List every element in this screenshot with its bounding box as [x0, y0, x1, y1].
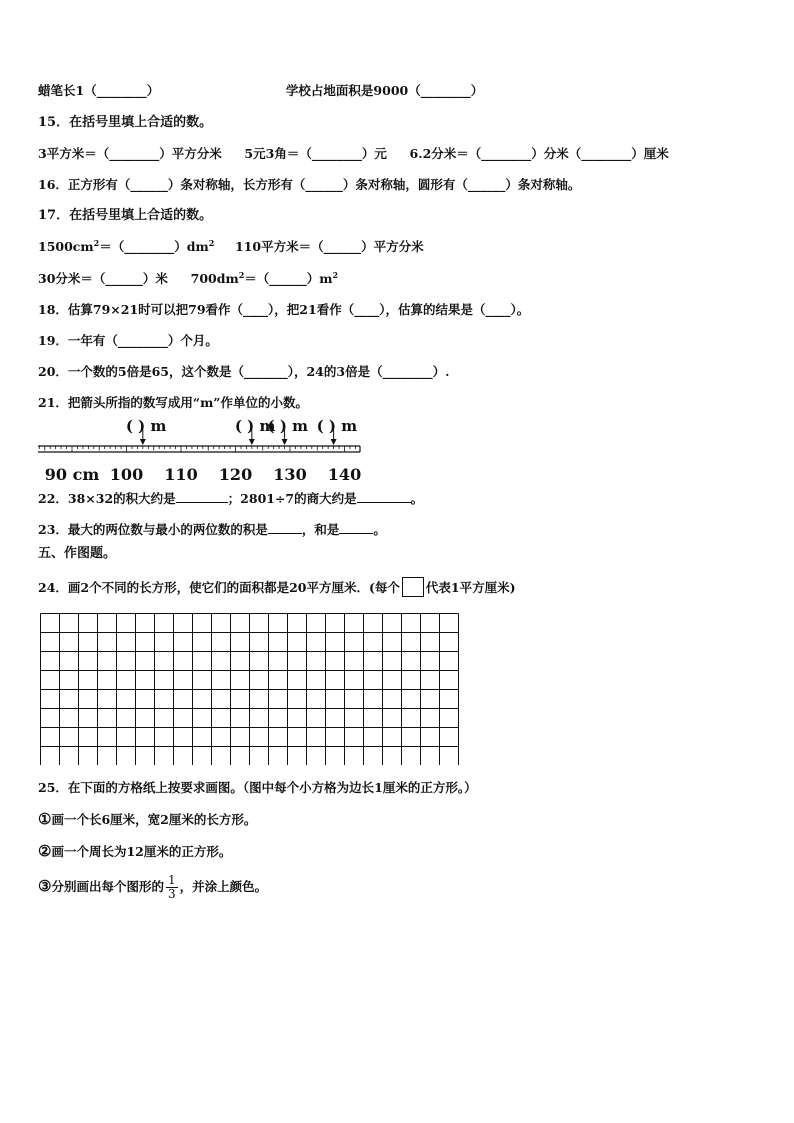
q17-item-b: 110平方米＝（______）平方分米: [234, 239, 424, 254]
q14-line: [38, 83, 483, 99]
q25-item-3-text-a: 分别画出每个图形的: [51, 879, 164, 894]
q24-text-before: 24．画2个不同的长方形，使它们的面积都是20平方厘米．(每个: [38, 580, 400, 595]
q23-blank-1[interactable]: [268, 521, 302, 534]
answer-blank-m[interactable]: ( ) m: [316, 417, 358, 435]
q23-line: [38, 521, 386, 538]
fraction-one-third: [166, 874, 178, 901]
q23-blank-2[interactable]: [339, 521, 373, 534]
q21-prompt: 21．把箭头所指的数写成用“m”作单位的小数。: [38, 395, 309, 410]
q17-item-c: 30分米＝（______）米: [38, 271, 168, 286]
q15-item-b: 5元3角＝（________）元: [244, 146, 387, 161]
q17-item-d-sup: 2: [238, 270, 245, 280]
q17-row2: [38, 271, 338, 287]
unit-square-icon: [402, 577, 424, 597]
q18-text: 18．估算79×21时可以把79看作（____），把21看作（____），估算的结果是（____）。: [38, 302, 530, 317]
q25-item-2-mark: ②: [38, 842, 52, 860]
q24-text-after: 代表1平方厘米): [425, 580, 516, 595]
answer-blank-m[interactable]: ( ) m: [125, 417, 167, 435]
q17-item-a-sup: 2: [93, 238, 100, 248]
q23-part1: 23．最大的两位数与最小的两位数的积是: [38, 522, 268, 537]
q23-mid: ，和是: [301, 522, 340, 537]
q22-end: 。: [410, 491, 424, 506]
q15-item-a: 3平方米＝（________）平方分米: [38, 146, 222, 161]
fraction-denominator: 3: [167, 887, 176, 901]
q25-item-3: [38, 872, 267, 901]
arrow-head-icon: [140, 439, 146, 445]
q17-item-d-part2: ＝（______）m: [244, 271, 333, 286]
ruler-tick-label: 130: [273, 465, 307, 484]
answer-blank-m[interactable]: ( ) m: [267, 417, 309, 435]
ruler-tick-label: 90 cm: [44, 465, 100, 484]
section-5-title: 五、作图题。: [38, 546, 117, 561]
q25-item-1: [38, 811, 256, 828]
arrow-head-icon: [249, 439, 255, 445]
q25-item-1-text: 画一个长6厘米，宽2厘米的长方形。: [51, 812, 257, 827]
q17-item-d-sup2: 2: [332, 270, 339, 280]
arrow-head-icon: [331, 439, 337, 445]
q16-text: 16．正方形有（______）条对称轴，长方形有（______）条对称轴，圆形有（______）条对称轴。: [38, 177, 581, 192]
q25-item-2-text: 画一个周长为12厘米的正方形。: [51, 844, 232, 859]
ruler-tick-label: 140: [327, 465, 362, 484]
q15-prompt: 15．在括号里填上合适的数。: [38, 115, 213, 130]
q24-square-grid[interactable]: [40, 613, 460, 765]
q15-item-c: 6.2分米＝（________）分米（________）厘米: [409, 146, 669, 161]
q17-item-a-part2: ＝（________）dm: [99, 239, 209, 254]
q25-item-3-mark: ③: [38, 877, 52, 895]
q14-school-area: 学校占地面积是9000（________）: [285, 83, 484, 98]
q24-line: [38, 577, 516, 597]
ruler-tick-label: 100: [109, 465, 144, 484]
q22-blank-2[interactable]: [357, 490, 411, 503]
q14-crayon-length: 蜡笔长1（________）: [38, 83, 160, 98]
ruler-tick-label: 120: [218, 465, 253, 484]
fraction-numerator: 1: [167, 873, 176, 887]
q19-text: 19．一年有（________）个月。: [38, 333, 218, 348]
q22-blank-1[interactable]: [176, 490, 228, 503]
q23-end: 。: [373, 522, 386, 537]
q20-text: 20．一个数的5倍是65，这个数是（_______），24的3倍是（________）.: [38, 364, 450, 379]
q22-sep: ；2801÷7的商大约是: [227, 491, 357, 506]
q25-prompt: 25．在下面的方格纸上按要求画图。（图中每个小方格为边长1厘米的正方形。）: [38, 780, 477, 795]
q22-part1: 22．38×32的积大约是: [38, 491, 176, 506]
q17-item-a-part1: 1500cm: [38, 239, 94, 254]
q17-item-d-part1: 700dm: [190, 271, 239, 286]
q17-row1: [38, 239, 424, 255]
answer-blank-m[interactable]: ( ) m: [234, 417, 276, 435]
q25-item-2: [38, 843, 231, 860]
q17-prompt: 17．在括号里填上合适的数。: [38, 208, 213, 223]
q17-item-a-sup2: 2: [208, 238, 215, 248]
q25-item-3-text-b: ，并涂上颜色。: [179, 879, 268, 894]
q25-item-1-mark: ①: [38, 810, 52, 828]
arrow-head-icon: [282, 439, 288, 445]
q22-line: [38, 490, 423, 507]
q15-items: [38, 146, 669, 162]
ruler-tick-label: 110: [164, 465, 198, 484]
q21-ruler: [38, 414, 368, 486]
